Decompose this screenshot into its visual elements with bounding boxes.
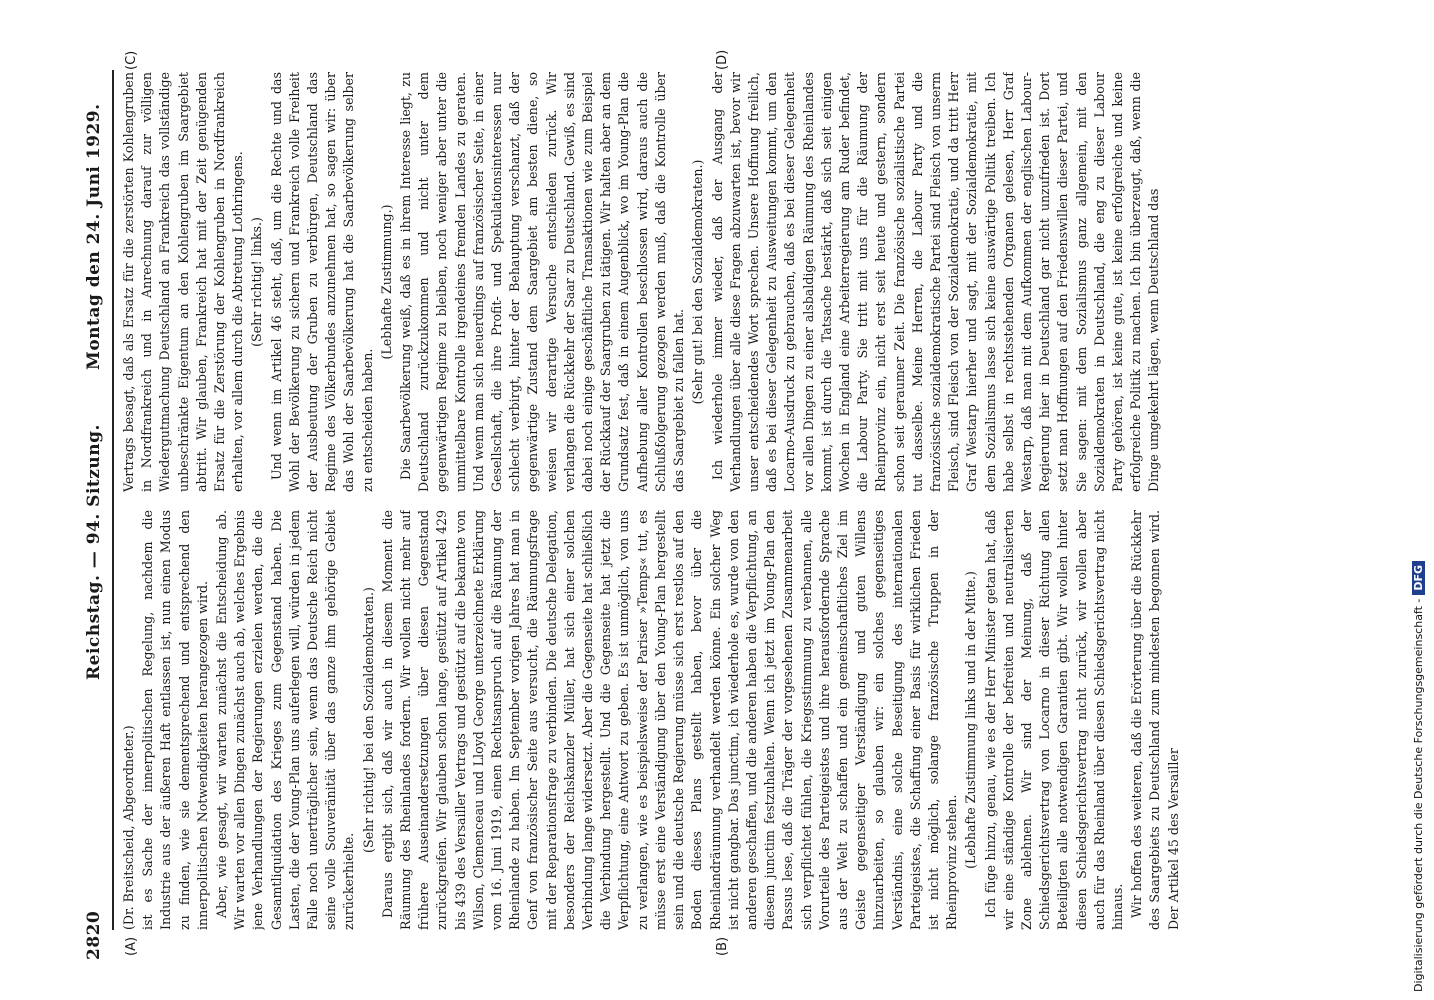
paragraph: Ich füge hinzu, genau, wie es der Herr Minister getan hat, daß wir eine ständige Kontrolle der befreiten und neutralisierten Zone ablehnen. Wir sind der Meinung, daß der Schiedsgerichtsvertrag von Locarno in dieser Richtung allen Beteiligten alle notwendigen Garantien gibt. Wir wollen hinter diesen Schiedsgerichtsvertrag nicht zurück, wir wollen aber auch für das Rheinland über diesen Schiedsgerichtsvertrag nicht hinaus. <box>982 510 1125 930</box>
interjection: (Lebhafte Zustimmung links und in der Mitte.) <box>963 571 979 869</box>
page-header <box>80 50 110 970</box>
paragraph: Und wenn im Artikel 46 steht, daß, um die Rechte und das Wohl der Bevölkerung zu sichern und Frankreich volle Freiheit der Ausbeutung der Gruben zu verbürgen, Deutschland das Regime des Völkerbundes anzunehmen hat, so sagen wir: über das Wohl der Saarbevölkerung hat die Saarbevölkerung selber zu entscheiden haben. <box>268 72 375 492</box>
paragraph: ist es Sache der innerpolitischen Regelung, nachdem die Industrie aus der äußeren Haft entlassen ist, nun einen Modus zu finden, wie sie dementsprechend und entsprechend den innerpolitischen Notwendigkeiten herangezogen wird. <box>140 510 210 930</box>
margin-letter-a: (A) <box>124 936 139 956</box>
rotated-document-page <box>80 50 1320 970</box>
page-number: 2820 <box>84 910 104 960</box>
margin-letter-d: (D) <box>715 49 730 70</box>
right-text-column <box>120 72 1300 492</box>
paragraph: Aber, wie gesagt, wir warten zunächst die Entscheidung ab. Wir warten vor allen Dingen zunächst auch ab, welches Ergebnis jene Verhandlungen der Regierungen erzielen werden, die die Gesamtliquidation des Krieges zum Gegenstand haben. Die Lasten, die der Young-Plan uns auferlegen will, würden in jedem Falle noch unerträglicher sein, wenn das Deutsche Reich nicht seine volle Souveränität über das ganze ihm gehörige Gebiet zurückerhielte. <box>214 510 357 930</box>
speaker-line: (Dr. Breitscheid, Abgeordneter.) <box>121 725 136 930</box>
session-date: Montag den 24. Juni 1929. <box>84 103 104 370</box>
margin-letter-b: (B) <box>715 936 730 956</box>
paragraph: Ich wiederhole immer wieder, daß der Ausgang der Verhandlungen über alle diese Fragen abzuwarten ist, bevor wir unser entscheidendes Wort sprechen. Unsere Hoffnung freilich, daß es bei dieser Gelegenheit zu Ausweitungen kommt, um den Locarno-Ausdruck zu gebrauchen, daß es bei dieser Gelegenheit vor allen Dingen zu einer alsbaldigen Räumung des Rheinlandes kommt, ist durch die Tatsache bestärkt, daß sich seit einigen Wochen in England eine Arbeiterregierung am Ruder befindet, die Labour Party. Sie tritt mit uns für die Räumung der Rheinprovinz ein, nicht erst seit heute und gestern, sondern schon seit geraumer Zeit. Die französische sozialistische Partei tut dasselbe. Meine Herren, die Labour Party und die französische sozialdemokratische Partei sind Fleisch von unserm Fleisch, sind Fleisch von der Sozialdemokratie, und da tritt Herr Graf Westarp hierher und sagt, mit der Sozialdemokratie, mit dem Sozialismus lasse sich keine auswärtige Politik treiben. Ich habe selbst in rechtsstehenden Organen gelesen, Herr Graf Westarp, daß man mit dem Aufkommen der englischen Labour-Regierung hier in Deutschland gar nicht unzufrieden ist. Dort setzt man Hoffnungen auf den Friedenswillen dieser Partei, und Sie sagen: mit dem Sozialismus ganz allgemein, mit den Sozialdemokraten in Deutschland, die eng zu dieser Labour Party gehören, ist keine gute, ist keine erfolgreiche und keine erfolgreiche Politik zu machen. Ich bin überzeugt, daß, wenn die Dinge umgekehrt lägen, wenn Deutschland das <box>709 72 1162 492</box>
paragraph: Wir hoffen des weiteren, daß die Erörterung über die Rückkehr des Saargebiets zu Deutschland zum mindesten begonnen wird. Der Artikel 45 des Versailler <box>1129 510 1181 930</box>
margin-letter-c: (C) <box>124 50 139 70</box>
interjection: (Sehr richtig! links.) <box>249 217 265 347</box>
paragraph: Daraus ergibt sich, daß wir auch in diesem Moment die Räumung des Rheinlandes fordern. Wir wollen nicht mehr auf frühere Auseinandersetzungen über diesen Gegenstand zurückgreifen. Wir glauben schon lange, gestützt auf Artikel 429 bis 439 des Versailler Vertrags und gestützt auf die bekannte von Wilson, Clemenceau und Lloyd George unterzeichnete Erklärung vom 16. Juni 1919, einen Rechtsanspruch auf die Räumung der Rheinlande zu haben. Im September vorigen Jahres hat man in Genf von französischer Seite aus versucht, die Räumungsfrage mit der Reparationsfrage zu verbinden. Die deutsche Delegation, besonders der Reichskanzler Müller, hat sich einer solchen Verbindung lange widersetzt. Aber die Gegenseite hat schließlich die Verbindung hergestellt. Und die Gegenseite hat jetzt die Verpflichtung, eine Antwort zu geben. Es ist unmöglich, von uns zu verlangen, wie es beispielsweise der Pariser »Temps« tut, es müsse erst eine Verständigung über den Young-Plan hergestellt sein und die deutsche Regierung müsse sich erst restlos auf den Boden dieses Plans gestellt haben, bevor über die Rheinlandräumung verhandelt werden könne. Ein solcher Weg ist nicht gangbar. Das junctim, ich wiederhole es, wurde von den anderen geschaffen, und die anderen haben die Verpflichtung, an diesem junctim festzuhalten. Wenn ich jetzt im Young-Plan den Passus lese, daß die Träger der vorgesehenen Zusammenarbeit sich verpflichtet fühlen, die Kriegsstimmung zu verbannen, alle Vorurteile des Parteigeistes und ihre herausfordernde Sprache aus der Welt zu schaffen und ein gemeinschaftliches Ziel im Geiste gegenseitiger Verständigung und guten Willens hinzuarbeiten, so glauben wir: ein solches gegenseitiges Verständnis, eine solche Beseitigung des internationalen Parteigeistes, die Schaffung einer Basis für wirklichen Frieden ist nicht möglich, solange französische Truppen in der Rheinprovinz stehen. <box>379 510 960 930</box>
digitization-credit-text: Digitalisierung gefördert durch die Deutsche Forschungsgemeinschaft - <box>1412 598 1425 992</box>
header-rule <box>112 70 114 930</box>
left-text-column <box>120 510 1300 930</box>
session-title: Reichstag. — 94. Sitzung. <box>84 424 104 680</box>
paragraph: Vertrags besagt, daß als Ersatz für die zerstörten Kohlengruben in Nordfrankreich und in Anrechnung darauf zur völligen Wiedergutmachung Deutschland an Frankreich das vollständige unbeschränkte Eigentum an den Kohlengruben im Saargebiet abtritt. Wir glauben, Frankreich hat mit der Zeit genügenden Ersatz für die Zerstörung der Kohlengruben in Nordfrankreich erhalten, vor allem durch die Abtretung Lothringens. <box>121 72 246 492</box>
paragraph: Die Saarbevölkerung weiß, daß es in ihrem Interesse liegt, zu Deutschland zurückzukommen und nicht unter dem gegenwärtigen Regime zu bleiben, noch weniger aber unter die unmittelbare Kontrolle irgendeines fremden Landes zu geraten. Und wenn man sich neuerdings auf französischer Seite, in einer Gesellschaft, die ihre Profit- und Spekulationsinteressen nur schlecht verbirgt, hinter der Behauptung verschanzt, daß der gegenwärtige Zustand dem Saargebiet am besten diene, so weisen wir derartige Versuche entschieden zurück. Wir verlangen die Rückkehr der Saar zu Deutschland. Gewiß, es sind dabei noch einige geschäftliche Transaktionen wie zum Beispiel der Rückkauf der Saargruben zu tätigen. Wir halten aber an dem Grundsatz fest, daß in einem Augenblick, wo im Young-Plan die Aufhebung aller Kontrollen beschlossen wird, daraus auch die Schlußfolgerung gezogen werden muß, daß die Kontrolle über das Saargebiet zu fallen hat. <box>398 72 687 492</box>
interjection: (Lebhafte Zustimmung.) <box>378 204 394 360</box>
interjection: (Sehr gut! bei den Sozialdemokraten.) <box>690 159 706 405</box>
dfg-logo: DFG <box>1412 561 1425 595</box>
digitization-credit <box>1412 92 1430 992</box>
interjection: (Sehr richtig! bei den Sozialdemokraten.) <box>360 587 376 853</box>
